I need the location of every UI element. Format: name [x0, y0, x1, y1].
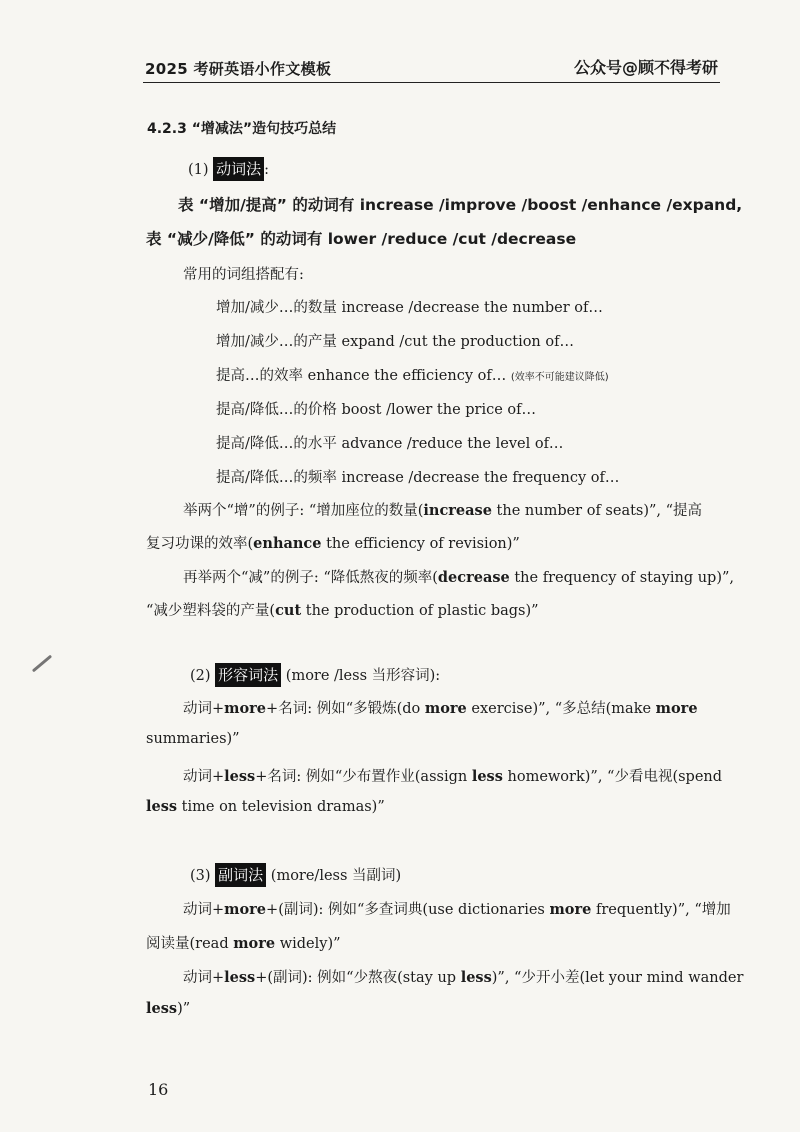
part3-less-line-2: less)” [146, 1000, 191, 1017]
collocation-zh: 增加/减少…的产量 [216, 334, 337, 350]
collocations-intro: 常用的词组搭配有: [183, 267, 304, 283]
part3-name-highlight: 副词法 [215, 863, 266, 887]
part1-label: (1) [188, 162, 209, 178]
part2-less-line-1: 动词+less+名词: 例如“少布置作业(assign less homework)”, “少看电视(spend [183, 768, 723, 785]
part2-label: (2) [190, 668, 211, 684]
part1-suffix: : [264, 162, 270, 178]
bold-keyword: enhance [253, 535, 322, 552]
decrease-example-line-2: “减少塑料袋的产量(cut the production of plastic bags)” [146, 602, 539, 619]
part3-label: (3) [190, 868, 211, 884]
collocation-en: increase /decrease the frequency of… [341, 470, 620, 486]
header-source: 公众号@顾不得考研 [573, 58, 718, 77]
collocation-item [216, 466, 619, 487]
increase-example-line-1: 举两个“增”的例子: “增加座位的数量(increase the number of seats)”, “提高 [183, 502, 703, 519]
bold-keyword: decrease [437, 569, 510, 586]
part2-more-line-2: summaries)” [146, 731, 240, 747]
collocation-item [216, 296, 603, 317]
page-number: 16 [148, 1080, 169, 1099]
part3-less-line-1: 动词+less+(副词): 例如“少熬夜(stay up less)”, “少开小差(let your mind wander [183, 969, 744, 986]
collocation-en: boost /lower the price of… [341, 402, 537, 418]
collocation-note: (效率不可能建议降低) [510, 372, 609, 383]
collocation-item [216, 364, 609, 385]
scan-mark [32, 655, 52, 673]
part2-heading [190, 664, 440, 685]
collocation-item [216, 432, 563, 453]
increase-verbs-line: 表 “增加/提高” 的动词有 increase /improve /boost /enhance /expand, [178, 196, 743, 214]
decrease-verbs-line: 表 “减少/降低” 的动词有 lower /reduce /cut /decrease [146, 230, 577, 248]
part3-heading [190, 864, 401, 885]
collocation-zh: 增加/减少…的数量 [216, 300, 337, 316]
collocation-en: increase /decrease the number of… [341, 300, 603, 316]
collocation-en: enhance the efficiency of… [307, 368, 507, 384]
decrease-example-line-1: 再举两个“减”的例子: “降低熬夜的频率(decrease the frequency of staying up)”, [183, 569, 735, 586]
part1-name-highlight: 动词法 [213, 157, 264, 181]
part3-more-line-2: 阅读量(read more widely)” [146, 935, 341, 952]
collocation-zh: 提高/降低…的频率 [216, 470, 337, 486]
part3-suffix: (more/less 当副词) [266, 868, 402, 884]
part2-less-line-2: less time on television dramas)” [146, 798, 385, 815]
header-rule [143, 82, 720, 83]
header-title: 2025 考研英语小作文模板 [145, 60, 332, 78]
part2-suffix: (more /less 当形容词): [281, 668, 441, 684]
increase-example-line-2: 复习功课的效率(enhance the efficiency of revision)” [146, 535, 520, 552]
collocation-item [216, 330, 574, 351]
collocation-zh: 提高/降低…的水平 [216, 436, 337, 452]
section-title: 4.2.3 “增减法”造句技巧总结 [147, 121, 337, 137]
collocation-zh: 提高…的效率 [216, 368, 303, 384]
collocation-en: advance /reduce the level of… [341, 436, 564, 452]
part3-more-line-1: 动词+more+(副词): 例如“多查词典(use dictionaries more frequently)”, “增加 [183, 901, 731, 918]
collocation-item [216, 398, 536, 419]
part2-more-line-1: 动词+more+名词: 例如“多锻炼(do more exercise)”, “多总结(make more [183, 700, 698, 717]
part1-heading [188, 158, 269, 179]
collocation-en: expand /cut the production of… [341, 334, 574, 350]
part2-name-highlight: 形容词法 [215, 663, 281, 687]
collocation-zh: 提高/降低…的价格 [216, 402, 337, 418]
bold-keyword: increase [423, 502, 492, 519]
bold-keyword: cut [275, 602, 302, 619]
